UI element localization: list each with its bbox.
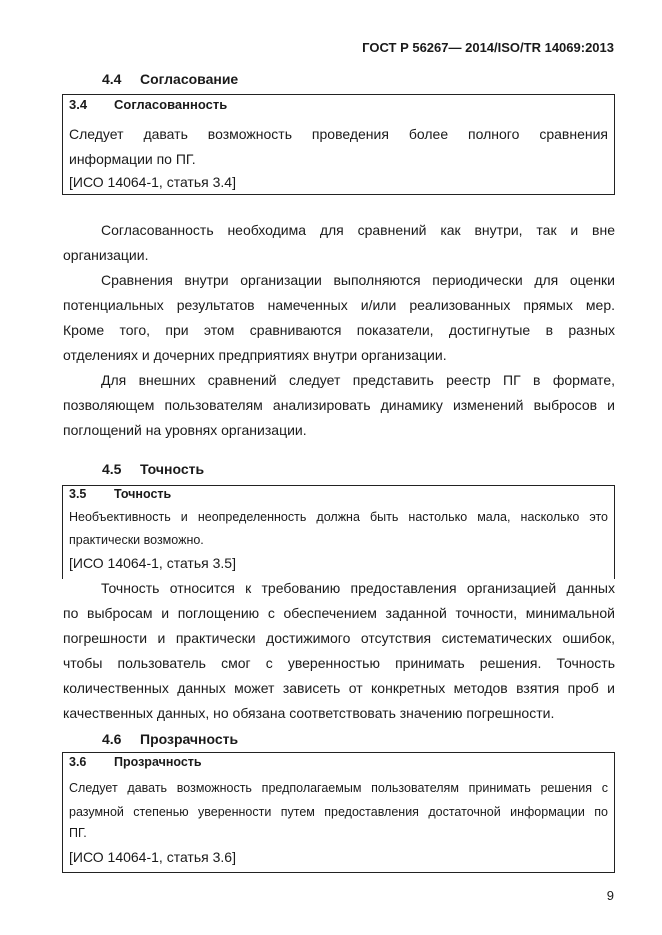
section-title: Прозрачность [140,731,239,747]
paragraph-line: качественных данных, но обязана соответствовать значению погрешности. [63,705,555,721]
definition-reference: [ИСО 14064-1, статья 3.6] [69,849,236,865]
paragraph-line: потенциальных результатов намеченных и/или реализованных прямых мер. [63,297,615,313]
paragraph-line: отделениях и дочерних предприятиях внутри организации. [63,347,447,363]
definition-box-3-4 [62,94,615,195]
section-title: Согласование [140,71,239,87]
paragraph-line: Для внешних сравнений следует представить реестр ПГ в формате, [101,372,615,388]
paragraph-line: количественных данных может зависеть от конкретных методов взятия проб и [63,680,615,696]
definition-text-line: Необъективность и неопределенность должна быть настолько мала, насколько это [69,510,608,524]
definition-title: Согласованность [114,97,228,112]
definition-reference: [ИСО 14064-1, статья 3.5] [69,555,236,571]
section-number: 4.6 [102,731,122,747]
paragraph-line: Сравнения внутри организации выполняются периодически для оценки [101,272,615,288]
section-heading-4-5 [102,461,204,477]
definition-text-line: Следует давать возможность предполагаемым пользователям принимать решения с [69,781,608,795]
section-heading-4-6 [102,731,238,747]
paragraph-line: организации. [63,247,149,263]
page-number: 9 [606,888,614,903]
paragraph-line: Согласованность необходима для сравнений как внутри, так и вне [101,222,615,238]
section-number: 4.4 [102,71,122,87]
paragraph [63,218,615,268]
paragraph-line: позволяющем пользователям анализировать динамику изменений выбросов и [63,397,615,413]
definition-text-line: информации по ПГ. [69,151,196,167]
paragraph [63,576,615,726]
paragraph-line: поглощений на уровнях организации. [63,422,307,438]
definition-text-line: Следует давать возможность проведения более полного сравнения [69,126,608,142]
definition-heading [69,97,227,112]
definition-text-line: практически возможно. [69,533,204,547]
definition-heading [69,755,202,769]
definition-number: 3.6 [69,755,87,769]
paragraph-line: Кроме того, при этом сравниваются показатели, достигнутые в разных [63,322,615,338]
paragraph-line: чтобы пользователь смог с уверенностью принимать решения. Точность [63,655,615,671]
document-header: ГОСТ Р 56267— 2014/ISO/TR 14069:2013 [362,40,614,55]
definition-number: 3.5 [69,487,87,501]
definition-reference: [ИСО 14064-1, статья 3.4] [69,174,236,190]
definition-title: Прозрачность [114,755,202,769]
definition-title: Точность [114,487,172,501]
definition-box-3-5 [62,485,615,579]
section-number: 4.5 [102,461,122,477]
section-heading-4-4 [102,71,238,87]
definition-heading [69,487,171,501]
paragraph [63,368,615,443]
paragraph [63,268,615,368]
paragraph-line: Точность относится к требованию предоставления организацией данных [101,580,615,596]
paragraph-line: по выбросам и поглощению с обеспечением заданной точности, минимальной [63,605,615,621]
section-title: Точность [140,461,205,477]
definition-text-line: ПГ. [69,826,87,840]
definition-number: 3.4 [69,97,88,112]
paragraph-line: погрешности и практически достижимого отсутствия систематических ошибок, [63,630,615,646]
definition-box-3-6 [62,752,615,873]
definition-text-line: разумной степенью уверенности путем предоставления достаточной информации по [69,805,608,819]
